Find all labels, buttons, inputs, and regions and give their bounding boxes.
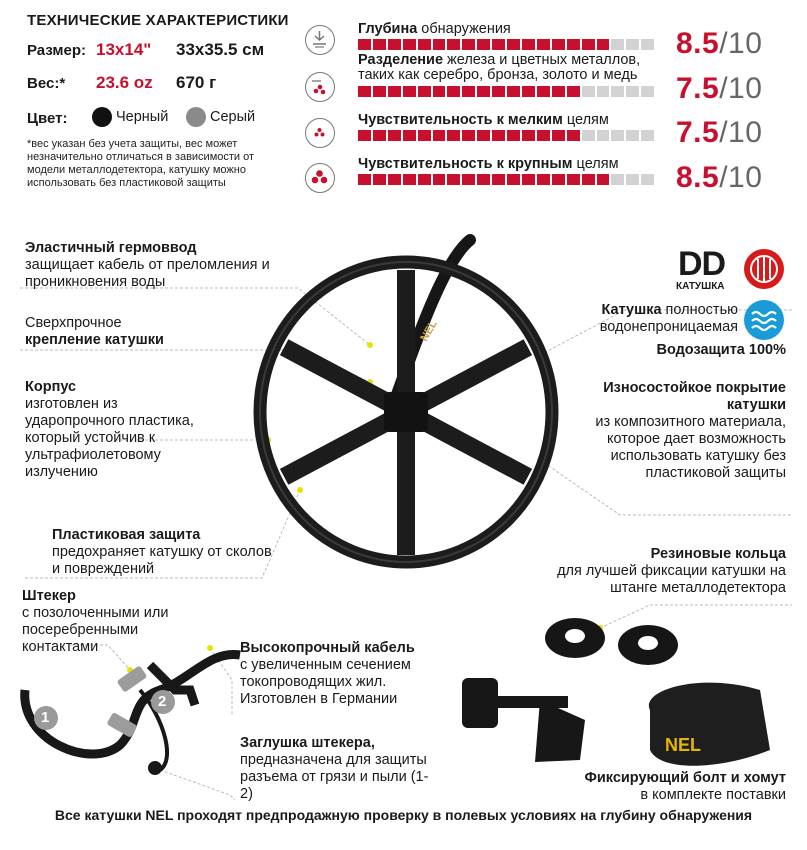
callout-coil: Катушка полностью водонепроницаемая (599, 302, 738, 335)
color-gray-label: Серый (210, 108, 256, 125)
dd-badge-caption: КАТУШКА (676, 281, 725, 292)
specs-title: ТЕХНИЧЕСКИЕ ХАРАКТЕРИСТИКИ (27, 12, 289, 29)
plug-number-2: 2 (158, 693, 167, 710)
color-label: Цвет: (27, 110, 68, 127)
callout-housing: Корпус изготовлен из ударопрочного пластика, который устойчив к ультрафиолетовому излучению (25, 379, 194, 480)
dd-icon (744, 249, 784, 289)
weight-g: 670 г (176, 73, 217, 92)
size-inch: 13x14" (96, 40, 152, 59)
rating-large-score: 8.5/10 (676, 161, 763, 194)
callout-cap: Заглушка штекера, предназначена для защиты разъема от грязи и пыли (1-2) (240, 735, 429, 802)
weight-oz: 23.6 oz (96, 73, 153, 92)
callout-coating: Износостойкое покрытие катушки из композитного материала, которое дает возможность использовать катушку без пластиковой защиты (595, 380, 786, 481)
footer-note: Все катушки NEL проходят предпродажную проверку в полевых условиях на глубину обнаружения (54, 807, 753, 823)
dd-badge: DD (678, 245, 726, 283)
rating-small-label: Чувствительность к мелким целям (358, 112, 609, 128)
callout-cable: Высокопрочный кабель с увеличенным сечением токопроводящих жил. Изготовлен в Германии (240, 640, 415, 707)
rating-depth-score: 8.5/10 (676, 27, 763, 60)
waterproof-label: Водозащита 100% (656, 342, 786, 358)
rating-discrimination-score: 7.5/10 (676, 72, 763, 105)
callout-plug: Штекер с позолоченными или посеребренными контактами (22, 588, 169, 655)
strap-nel-logo: NEL (665, 735, 701, 755)
callout-bolt: Фиксирующий болт и хомут в комплекте поставки (584, 770, 786, 803)
weight-label: Вес:* (27, 75, 66, 92)
plug-number-1: 1 (41, 709, 50, 726)
rating-large-label: Чувствительность к крупным целям (358, 156, 619, 172)
rating-small-score: 7.5/10 (676, 116, 763, 149)
size-cm: 33x35.5 см (176, 40, 265, 59)
rating-depth-label: Глубина обнаружения (358, 21, 511, 37)
waterproof-icon (744, 300, 784, 340)
callout-cable-seal: Эластичный гермоввод защищает кабель от преломления и проникновения воды (25, 240, 270, 290)
callout-rings: Резиновые кольца для лучшей фиксации катушки на штанге металлодетектора (557, 546, 786, 596)
callout-plastic-guard: Пластиковая защита предохраняет катушку от сколов и повреждений (52, 527, 272, 577)
rating-discrimination-label: Разделение железа и цветных металлов, таких как серебро, бронза, золото и медь (358, 52, 641, 83)
color-black-label: Черный (116, 108, 169, 125)
callout-mount: Сверхпрочное крепление катушки (25, 315, 164, 348)
weight-footnote: *вес указан без учета защиты, вес может незначительно отличаться в зависимости от модели металлодетектора, катушку можно использовать без пластиковой защиты (27, 138, 255, 189)
size-label: Размер: (27, 42, 87, 59)
coil-nel-logo: NEL (418, 318, 440, 344)
